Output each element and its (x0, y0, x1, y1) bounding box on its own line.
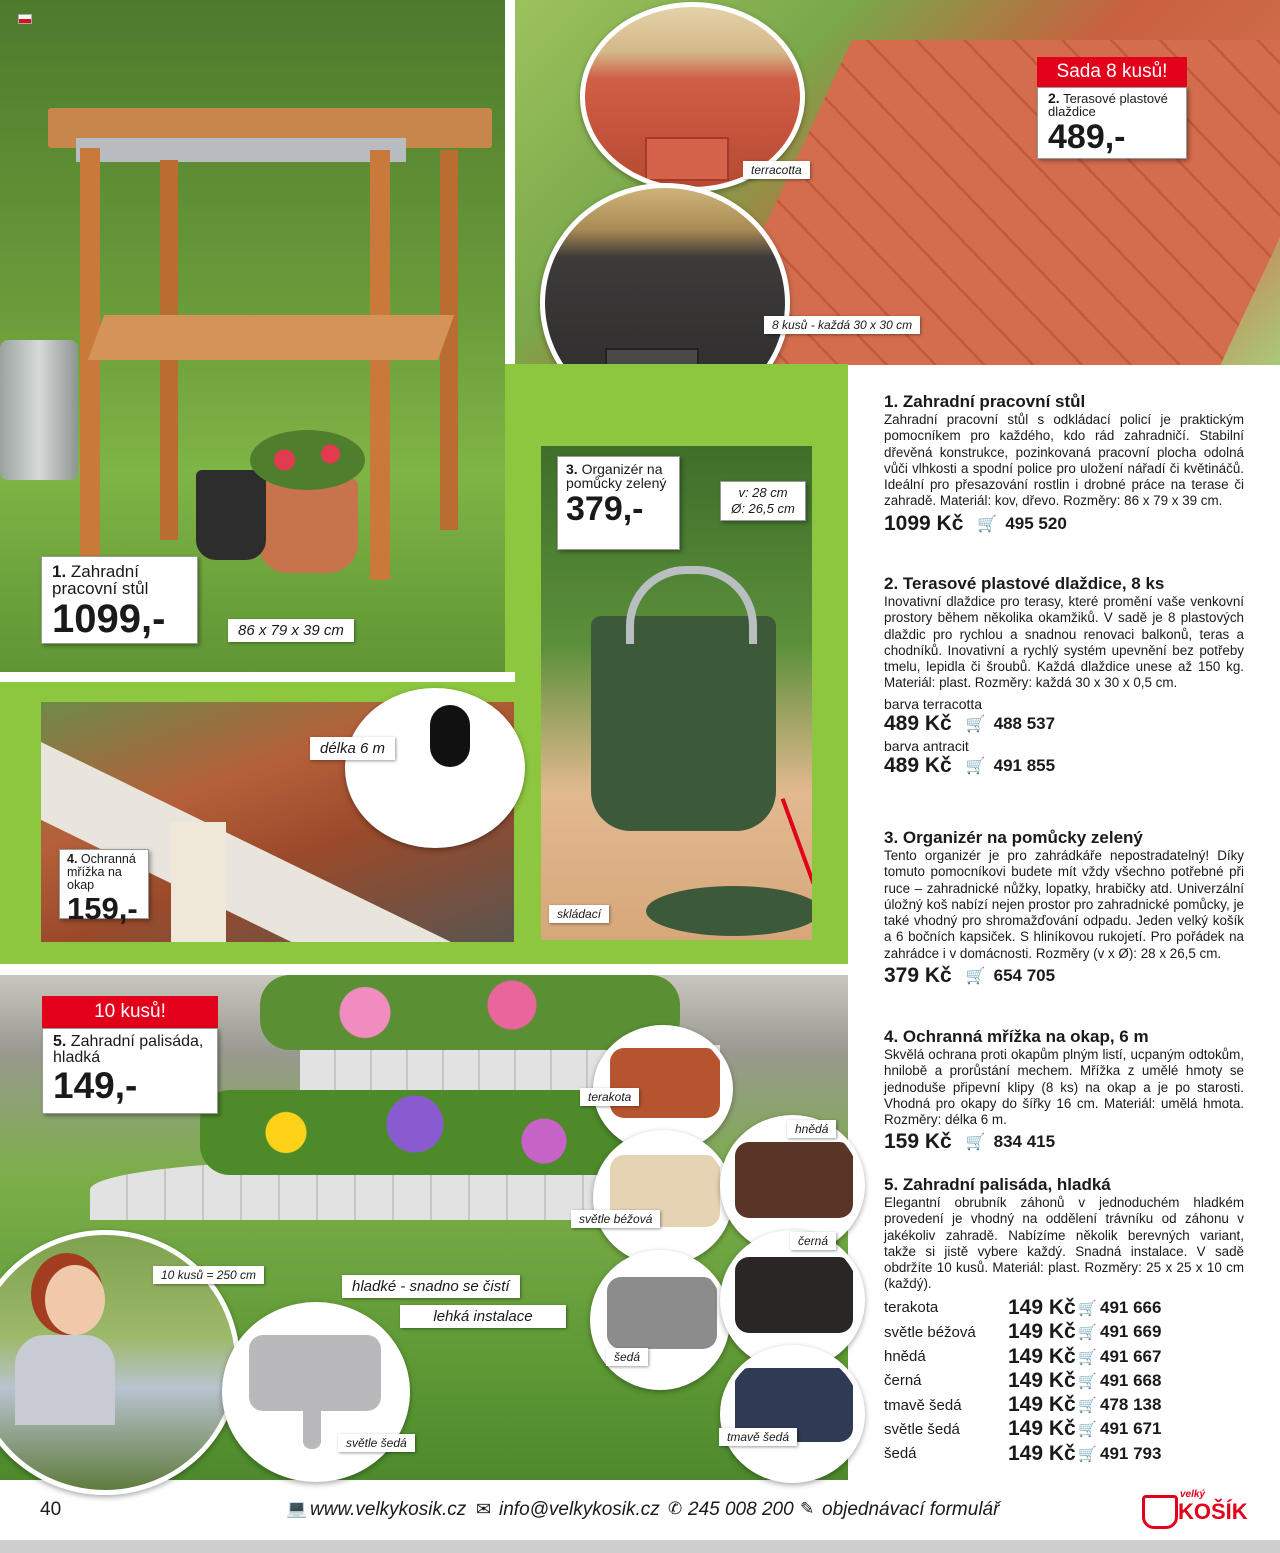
price-tag-gutter (59, 849, 149, 926)
length-label: délka 6 m (310, 737, 395, 760)
logo-small-text: velký (1180, 1489, 1206, 1500)
swatch-label-light-gray: světle šedá (338, 1434, 415, 1452)
product-description: Skvělá ochrana proti okapům plným listí, ucpaným odtokům, hnilobě a prorůstání mechem. Mřížka z umělé hmoty se jednoduše připevní klipy (8 ks) na okap a je po starosti. Vhodná pro okapy do šířky 16 cm. Materiál: umělá hmota. Rozměry: délka 6 m. (884, 1047, 1244, 1128)
swatch-label-terakota: terakota (580, 1088, 639, 1106)
price-tag-workbench (41, 556, 198, 644)
swatch-gray (590, 1250, 730, 1390)
price-row (884, 754, 1244, 778)
cart-icon[interactable]: 🛒 (1078, 1348, 1097, 1366)
cart-icon[interactable]: 🛒 (965, 715, 986, 733)
workbench-leg (370, 150, 390, 580)
bottom-strip (0, 1540, 1280, 1553)
variant-row: šedá 149 Kč 🛒 491 793 (884, 1441, 1162, 1465)
flower-pot (258, 478, 358, 573)
smooth-label: hladké - snadno se čistí (342, 1275, 520, 1298)
product-tag-price: 489,- (1048, 118, 1126, 156)
price: 1099 Kč (884, 511, 964, 535)
form-icon: ✎ (800, 1499, 815, 1518)
product-description: Inovativní dlaždice pro terasy, které promění vaše venkovní prostory během několika okamžiků. V sadě je 8 plastových dlaždic pro rychlou a snadnou renovaci balkonů, teras a chodníků. Inovativní a rychlý systém upevnění bez potřeby tmelu, lepidla či šroubů. Každá dlaždice unese až 150 kg. Materiál: plast. Rozměry: každá 30 x 30 x 0,5 cm. (884, 594, 1244, 691)
swatch-label-black: černá (790, 1232, 836, 1250)
folded-bag (646, 886, 812, 936)
product-4-text (884, 1027, 1244, 1154)
cart-icon[interactable]: 🛒 (965, 968, 986, 986)
terracotta-label: terracotta (743, 161, 810, 179)
envelope-icon: ✉ (476, 1499, 492, 1519)
organizer-dimensions (720, 481, 806, 521)
variant-label: barva terracotta (884, 695, 983, 712)
product-5-text (884, 1175, 1244, 1466)
flowers (200, 1090, 630, 1175)
product-number: 1. (52, 562, 67, 581)
cart-icon[interactable]: 🛒 (1078, 1324, 1097, 1342)
swatch-light-gray (222, 1302, 410, 1482)
footer (0, 1485, 1280, 1535)
product-tag-price: 159,- (67, 891, 138, 926)
email-link[interactable]: info@velkykosik.cz (499, 1499, 660, 1520)
workbench-shelf (88, 315, 454, 360)
gutter-guard-circle (345, 688, 525, 848)
product-tag-price: 1099,- (52, 597, 166, 641)
palisade-piece (607, 1277, 717, 1349)
product-3-text (884, 828, 1244, 988)
swatch-label-dark-gray: tmavě šedá (719, 1428, 797, 1446)
watering-can (0, 340, 78, 480)
workbench-leg (80, 148, 100, 578)
price: 379 Kč (884, 964, 952, 988)
downpipe (171, 822, 226, 942)
variant-row: terakota 149 Kč 🛒 491 666 (884, 1295, 1162, 1319)
product-title: 4. Ochranná mřížka na okap, 6 m (884, 1027, 1149, 1046)
palisade-piece (249, 1335, 381, 1411)
flag-icon (18, 14, 32, 24)
phone-icon: ✆ (668, 1499, 683, 1518)
website-link[interactable]: www.velkykosik.cz (310, 1499, 467, 1520)
pieces-label: 8 kusů - každá 30 x 30 cm (764, 316, 920, 334)
price: 159 Kč (884, 1130, 952, 1154)
product-number: 4. (67, 852, 78, 866)
variant-row: tmavě šedá 149 Kč 🛒 478 138 (884, 1393, 1162, 1417)
order-form-link[interactable]: objednávací formulář (822, 1499, 1000, 1520)
woman-body (15, 1335, 115, 1425)
woman-head (45, 1265, 105, 1335)
product-tag-name: Zahradní palisáda, hladká (53, 1033, 204, 1066)
flower-pot (196, 470, 266, 560)
product-description: Elegantní obrubník záhonů v jednoduchém hladkém provedení je vhodný na oddělení trávníku od záhonu v jakékoliv zahradě. Nabízíme několik berevných variant, takže si jistě vybere každý. Snadná instalace. V sadě obdržíte 10 kusů. Materiál: plast. Rozměry: 25 x 25 x 10 cm (každý). (884, 1195, 1244, 1292)
product-title: 1. Zahradní pracovní stůl (884, 392, 1086, 411)
page-number: 40 (40, 1499, 62, 1520)
white-divider (0, 672, 515, 682)
variant-table (884, 1296, 1244, 1466)
variant-row: světle béžová 149 Kč 🛒 491 669 (884, 1320, 1162, 1344)
cart-icon[interactable]: 🛒 (1078, 1299, 1097, 1317)
swatch-label-beige: světle béžová (571, 1210, 660, 1228)
price: 489 Kč (884, 753, 952, 777)
product-tag-name: Zahradní pracovní stůl (52, 562, 149, 598)
swatch-label-brown: hnědá (787, 1120, 836, 1138)
product-1-text (884, 392, 1244, 536)
order-code: 495 520 (1005, 513, 1067, 533)
order-code: 488 537 (993, 713, 1056, 733)
palisade-piece (610, 1048, 720, 1118)
price-row (884, 512, 1244, 536)
mesh-roll (430, 705, 470, 767)
foldable-label: skládací (549, 905, 609, 923)
cart-icon[interactable]: 🛒 (1078, 1397, 1097, 1415)
cart-icon[interactable]: 🛒 (1078, 1421, 1097, 1439)
cart-icon[interactable]: 🛒 (1078, 1372, 1097, 1390)
logo-big-text: KOŠÍK (1178, 1499, 1248, 1524)
cart-icon[interactable]: 🛒 (1078, 1445, 1097, 1463)
length-label: 10 kusů = 250 cm (153, 1266, 264, 1284)
product-2-text (884, 574, 1244, 778)
price: 489 Kč (884, 711, 952, 735)
velky-kosik-logo[interactable] (1142, 1489, 1248, 1529)
product-number: 2. (1048, 90, 1060, 106)
product-description: Zahradní pracovní stůl s odkládací policí je praktickým pomocníkem pro každého, kdo rád zahradničí. Stabilní dřevěná konstrukce, pozinkovaná pracovní plocha odolná vůči vlhkosti a spodní police pro uložení nářadí či květináčů. Ideální pro přesazování rostlin i drobné práce na terase či zahradě. Materiál: kov, dřevo. Rozměry: 86 x 79 x 39 cm. (884, 412, 1244, 509)
product-tag-name: Ochranná mřížka na okap (67, 852, 136, 892)
flowers (260, 975, 680, 1050)
product-number: 5. (53, 1033, 67, 1050)
product-tag-name: Terasové plastové dlaždice (1048, 91, 1168, 119)
cart-icon[interactable]: 🛒 (965, 757, 986, 775)
order-code: 491 855 (993, 755, 1056, 775)
installation-label: lehká instalace (400, 1305, 566, 1328)
price-tag-organizer (557, 456, 680, 550)
product-title: 3. Organizér na pomůcky zelený (884, 828, 1143, 847)
dimension-label: 86 x 79 x 39 cm (228, 619, 354, 642)
monitor-icon: 💻 (286, 1499, 308, 1518)
variant-row: světle šedá 149 Kč 🛒 491 671 (884, 1417, 1162, 1441)
variant-row: černá 149 Kč 🛒 491 668 (884, 1368, 1162, 1392)
height-value: v: 28 cm (738, 485, 788, 500)
set-badge: Sada 8 kusů! (1037, 57, 1187, 87)
cart-icon[interactable]: 🛒 (977, 515, 998, 533)
order-code: 834 415 (993, 1132, 1056, 1152)
swatch-beige (593, 1130, 733, 1265)
workbench-surface (76, 138, 406, 162)
swatch-dark-gray (720, 1345, 865, 1483)
variant-row: hnědá 149 Kč 🛒 491 667 (884, 1344, 1162, 1368)
product-description: Tento organizér je pro zahrádkáře nepostradatelný! Díky tomuto pomocníkovi budete mít vždy všechno potřebné při ruce – zahradnické nůžky, lopatky, hrabičky atd. Univerzální úložný koš nabízí nejen prostor pro zahradnické pomůcky, je také vhodný pro shromažďování odpadu. Jeden velký košík a 6 bočních kapsiček. S hliníkovou rukojetí. Pro pořádek na zahrádce i v domácnosti. Rozměry (v x Ø): 28 x 26,5 cm. (884, 848, 1244, 961)
bag-body (591, 616, 776, 831)
cart-icon[interactable]: 🛒 (965, 1134, 986, 1152)
bag-handle (626, 566, 757, 644)
product-tag-price: 379,- (566, 490, 644, 528)
set-badge: 10 kusů! (42, 996, 218, 1028)
palisade-stake (303, 1407, 321, 1449)
tile (645, 137, 729, 181)
price-row (884, 964, 1244, 988)
logo-basket-icon (1142, 1495, 1178, 1529)
price-row (884, 712, 1244, 736)
phone-number[interactable]: 245 008 200 (688, 1499, 794, 1520)
variant-label: barva antracit (884, 737, 969, 754)
product-tag-price: 149,- (53, 1065, 138, 1106)
product-tag-name: Organizér na pomůcky zelený (566, 461, 667, 491)
palisade-piece (735, 1142, 853, 1218)
diameter-value: Ø: 26,5 cm (731, 501, 795, 516)
price-tag-tiles (1037, 87, 1187, 159)
order-code: 654 705 (993, 966, 1056, 986)
product-title: 5. Zahradní palisáda, hladká (884, 1175, 1111, 1194)
price-tag-palisade (42, 1028, 218, 1114)
flowers (250, 430, 365, 490)
product-title: 2. Terasové plastové dlaždice, 8 ks (884, 574, 1165, 593)
fold-arrow (781, 798, 812, 884)
product-number: 3. (566, 461, 578, 477)
palisade-piece (735, 1257, 853, 1333)
swatch-label-gray: šedá (606, 1348, 648, 1366)
price-row (884, 1130, 1244, 1154)
